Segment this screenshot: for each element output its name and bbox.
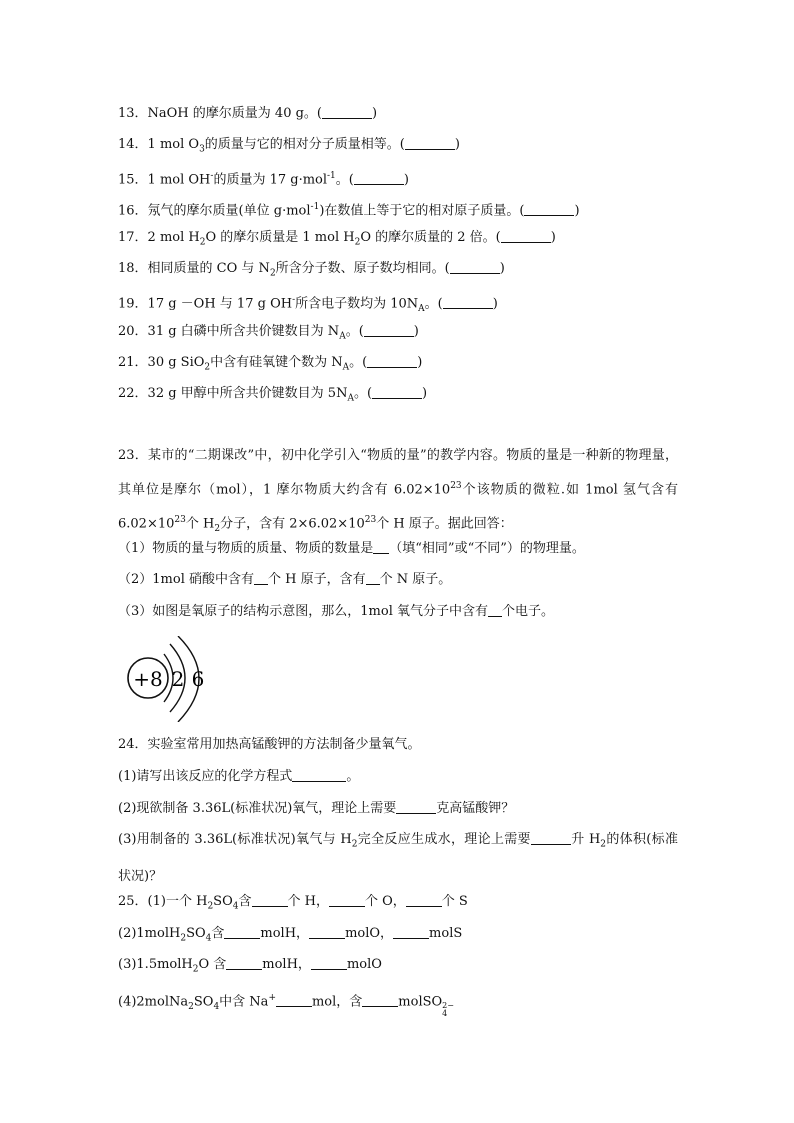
item-number: 18． [118,261,148,276]
item-text: 所含分子数、原子数均相同。( [275,261,450,276]
item-close-paren: ) [550,230,556,245]
q23-stem: 23．某市的“二期课改”中，初中化学引入“物质的量”的教学内容。物质的量是一种新的物理量，其单位是摩尔（mol），1 摩尔物质大约含有 $6.02\times 10^{23}$个该物质的微粒.如 1mol 氢气含有 $6.02\times 10^{23}$个 $H_2$分子，含有 $2\times 6.02\times 10^{23}$个 H 原子。据此回答： [118,448,678,535]
item-15 [118,166,409,190]
item-text: )在数值上等于它的相对原子质量。( [319,203,525,219]
item-20 [118,322,419,347]
answer-blank[interactable] [322,104,372,119]
item-text: 17 g －OH 与 17 g OH [147,296,293,312]
item-sub: A [347,393,354,404]
item-sub: 2 [199,237,206,248]
item-number: 17． [118,230,148,245]
q23-sub3: （3）如图是氧原子的结构示意图，那么，1mol 氧气分子中含有 个电子。 [118,604,555,619]
item-sub: 2 [204,362,211,373]
item-text: O 的摩尔质量的 2 倍。( [360,230,501,245]
item-number: 19． [118,296,148,312]
item-close-paren: ) [454,137,460,152]
item-close-paren: ) [574,203,580,219]
item-sub: A [342,362,350,373]
item-close-paren: ) [413,324,419,339]
item-21 [118,353,422,378]
q25-part1: 25．(1)一个 $H_2SO_4$含 个 H， 个 O， 个 S [118,894,468,912]
answer-blank[interactable] [292,767,346,782]
q23-sub2: （2）1mol 硝酸中含有 个 H 原子，含有 个 N 原子。 [118,572,452,587]
item-sup: - [292,295,296,305]
item-sub: A [418,303,425,314]
answer-blank[interactable] [488,602,502,617]
item-text: 的质量与它的相对分子质量相等。( [204,137,405,152]
item-text: 的质量为 17 g·mol [213,172,328,188]
q24-part1: (1)请写出该反应的化学方程式 。 [118,769,360,784]
answer-blank[interactable] [362,992,398,1007]
answer-blank[interactable] [311,955,347,970]
item-text: 。( [335,172,354,188]
item-text: 32 g 甲醇中所含共价键数目为 5N [147,386,348,401]
item-13 [118,104,377,124]
item-text: 相同质量的 CO 与 N [147,261,270,276]
item-sup: -1 [310,202,320,212]
item-text: 31 g 白磷中所含共价键数目为 N [147,324,340,339]
q24-stem: 24．实验室常用加热高锰酸钾的方法制备少量氧气。 [118,737,421,752]
item-number: 16． [118,203,148,219]
item-number: 22． [118,386,148,401]
q25-part2: $(2)1molH_2SO_4$含 molH， molO， molS [118,926,463,944]
q23-sub1: （1）物质的量与物质的质量、物质的数量是 （填“相同”或“不同”）的物理量。 [118,541,585,556]
item-sup: -1 [327,171,336,181]
item-16 [118,197,580,221]
q25-part3: (3)1.5molH$_2$O 含 molH， molO [118,957,382,975]
answer-blank[interactable] [396,799,436,814]
item-18 [118,259,505,284]
item-text: O 的摩尔质量是 1 mol H [205,230,355,245]
item-text: 。( [424,296,443,312]
answer-blank[interactable] [276,992,312,1007]
sulfate-ion-charge: 2− 4 [442,1001,454,1019]
answer-blank[interactable] [524,201,574,216]
answer-blank[interactable] [443,294,493,309]
item-number: 13． [118,106,148,121]
answer-blank[interactable] [354,170,404,185]
item-text: 。( [353,386,373,401]
item-text: 中含有硅氧键个数为 N [210,355,343,370]
answer-blank[interactable] [254,570,268,585]
q24-part3: (3)用制备的 3.36L(标准状况)氧气与 $H_2$完全反应生成水，理论上需要 升 $H_2$的体积(标准状况)？ [118,832,678,884]
item-number: 20． [118,324,148,339]
item-sup: - [210,171,214,181]
answer-blank[interactable] [364,322,414,337]
answer-blank[interactable] [501,228,551,243]
answer-blank[interactable] [393,924,429,939]
oxygen-atom-structure-diagram [124,636,224,722]
q25-part4: $(4)2molNa_2SO_4$中含 Na+ mol，含 molSO 2− 4 [118,993,454,1019]
answer-blank[interactable] [329,892,365,907]
item-sub: 2 [269,268,276,279]
item-close-paren: ) [417,355,423,370]
item-text: 氖气的摩尔质量(单位 g·mol [147,203,311,219]
item-close-paren: ) [499,261,505,276]
item-text: 1 mol O [147,137,200,152]
item-sub: A [339,331,346,342]
answer-blank[interactable] [531,830,571,845]
item-text: 所含电子数均为 10N [295,296,419,312]
item-14 [118,135,460,160]
item-close-paren: ) [492,296,498,312]
item-close-paren: ) [372,106,378,121]
nucleus-charge: +8 [133,667,163,691]
item-sub: 2 [354,237,361,248]
item-close-paren: ) [422,386,428,401]
answer-blank[interactable] [406,892,442,907]
item-close-paren: ) [403,172,409,188]
item-text: 30 g SiO [147,355,205,370]
item-22 [118,384,427,409]
answer-blank[interactable] [372,384,422,399]
answer-blank[interactable] [309,924,345,939]
answer-blank[interactable] [373,539,389,554]
item-text: 2 mol H [147,230,200,245]
item-19 [118,290,498,319]
answer-blank[interactable] [405,135,455,150]
answer-blank[interactable] [367,353,417,368]
item-number: 14． [118,137,148,152]
answer-blank[interactable] [450,259,500,274]
answer-blank[interactable] [226,955,262,970]
item-text: 1 mol OH [147,172,211,188]
item-17 [118,228,556,253]
item-text: NaOH 的摩尔质量为 40 g。( [147,106,322,121]
shell2-electrons: 6 [191,667,205,691]
answer-blank[interactable] [224,924,260,939]
answer-blank[interactable] [366,570,380,585]
item-text: 。( [349,355,368,370]
q24-part2: (2)现欲制备 3.36L(标准状况)氧气，理论上需要 克高锰酸钾？ [118,801,515,816]
item-number: 15． [118,172,148,188]
item-text: 。( [345,324,364,339]
shell1-electrons: 2 [171,667,185,691]
answer-blank[interactable] [252,892,288,907]
item-sub: 3 [199,144,205,155]
item-number: 21． [118,355,148,370]
